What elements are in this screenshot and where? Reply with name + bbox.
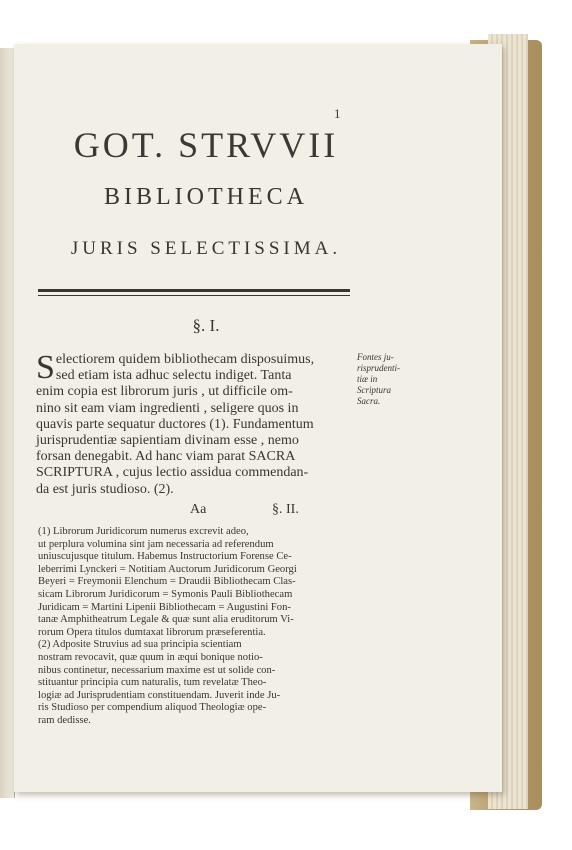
- marginal-line: Scriptura: [357, 385, 392, 395]
- body-line: SCRIPTURA , cujus lectio assidua commendan-: [36, 465, 309, 481]
- footnote-line: Juridicam = Martini Lipenii Bibliothecam = Augustini Fon-: [38, 601, 291, 613]
- section-heading: §. I.: [192, 316, 220, 335]
- footnote-line: logiæ ad Jurisprudentiam constituendam. Juverit inde Ju-: [38, 689, 281, 701]
- footnote-line: (2) Adposite Struvius ad sua principia scientiam: [38, 639, 242, 651]
- double-rule-thin: [38, 295, 350, 296]
- footnote-line: ram dedisse.: [38, 714, 91, 726]
- author-heading: GOT. STRVVII: [73, 125, 339, 165]
- footnote-line: rorum Opera titulos dumtaxat librorum præseferentia.: [38, 626, 266, 638]
- footnote-line: nibus continetur, necessarium maxime est ut solide con-: [38, 664, 276, 676]
- printed-page: [14, 44, 502, 792]
- body-line: sed etiam ista adhuc selectu indiget. Tanta: [55, 368, 292, 384]
- double-rule-thick: [38, 289, 350, 292]
- drop-capital: S: [36, 349, 55, 386]
- footnote-line: uniuscujusque titulum. Habemus Instructorium Forense Ce-: [38, 551, 292, 563]
- body-paragraph: [36, 349, 354, 498]
- catchword-signature: Aa: [190, 502, 207, 517]
- footnote-line: (1) Librorum Juridicorum numerus excrevit adeo,: [38, 526, 249, 537]
- body-line: electiorem quidem bibliothecam disposuimus,: [55, 352, 315, 367]
- body-line: enim copia est librorum juris , ut difficile om-: [36, 384, 293, 400]
- body-line: da est juris studioso. (2).: [36, 481, 174, 497]
- footnote-line: Beyeri = Freymonii Elenchum = Draudii Bibliothecam Clas-: [38, 576, 296, 588]
- footnote-line: sicam Librorum Juridicorum = Symonis Pauli Bibliothecam: [38, 588, 293, 600]
- footnote-line: nostram revocavit, quæ quum in æqui bonique notio-: [38, 651, 263, 663]
- body-line: quavis parte sequatur ductores (1). Fundamentum: [36, 416, 314, 432]
- footnote-line: stituantur principia cum naturalis, tum revelatæ Theo-: [38, 677, 267, 689]
- marginal-line: tiæ in: [357, 374, 378, 384]
- marginal-note: [357, 352, 421, 407]
- footnote-line: tanæ Amphitheatrum Legale & quæ sunt alia eruditorum Vi-: [38, 614, 294, 626]
- catchword-section: §. II.: [272, 502, 299, 517]
- page-number: 1: [334, 106, 341, 121]
- marginal-line: risprudenti-: [357, 363, 401, 373]
- footnotes: [38, 526, 356, 728]
- footnote-line: ris Studioso per compendium aliquod Theologiæ ope-: [38, 702, 267, 714]
- footnote-line: leberrimi Lynckeri = Notitiam Auctorum Juridicorum Georgi: [38, 563, 297, 575]
- body-line: forsan denegabit. Ad hanc viam parat SACRA: [36, 449, 296, 465]
- title-heading: BIBLIOTHECA: [104, 184, 308, 210]
- marginal-line: Sacra.: [357, 396, 381, 406]
- body-line: jurisprudentiæ sapientiam divinam esse , nemo: [36, 433, 299, 449]
- footnote-line: ut perplura volumina sint jam necessaria ad referendum: [38, 538, 274, 550]
- body-line: nino sit eam viam ingredienti , seligere quos in: [36, 400, 299, 416]
- left-page-edge: [0, 48, 15, 798]
- marginal-line: Fontes ju-: [357, 352, 394, 362]
- subtitle-heading: JURIS SELECTISSIMA.: [70, 238, 342, 259]
